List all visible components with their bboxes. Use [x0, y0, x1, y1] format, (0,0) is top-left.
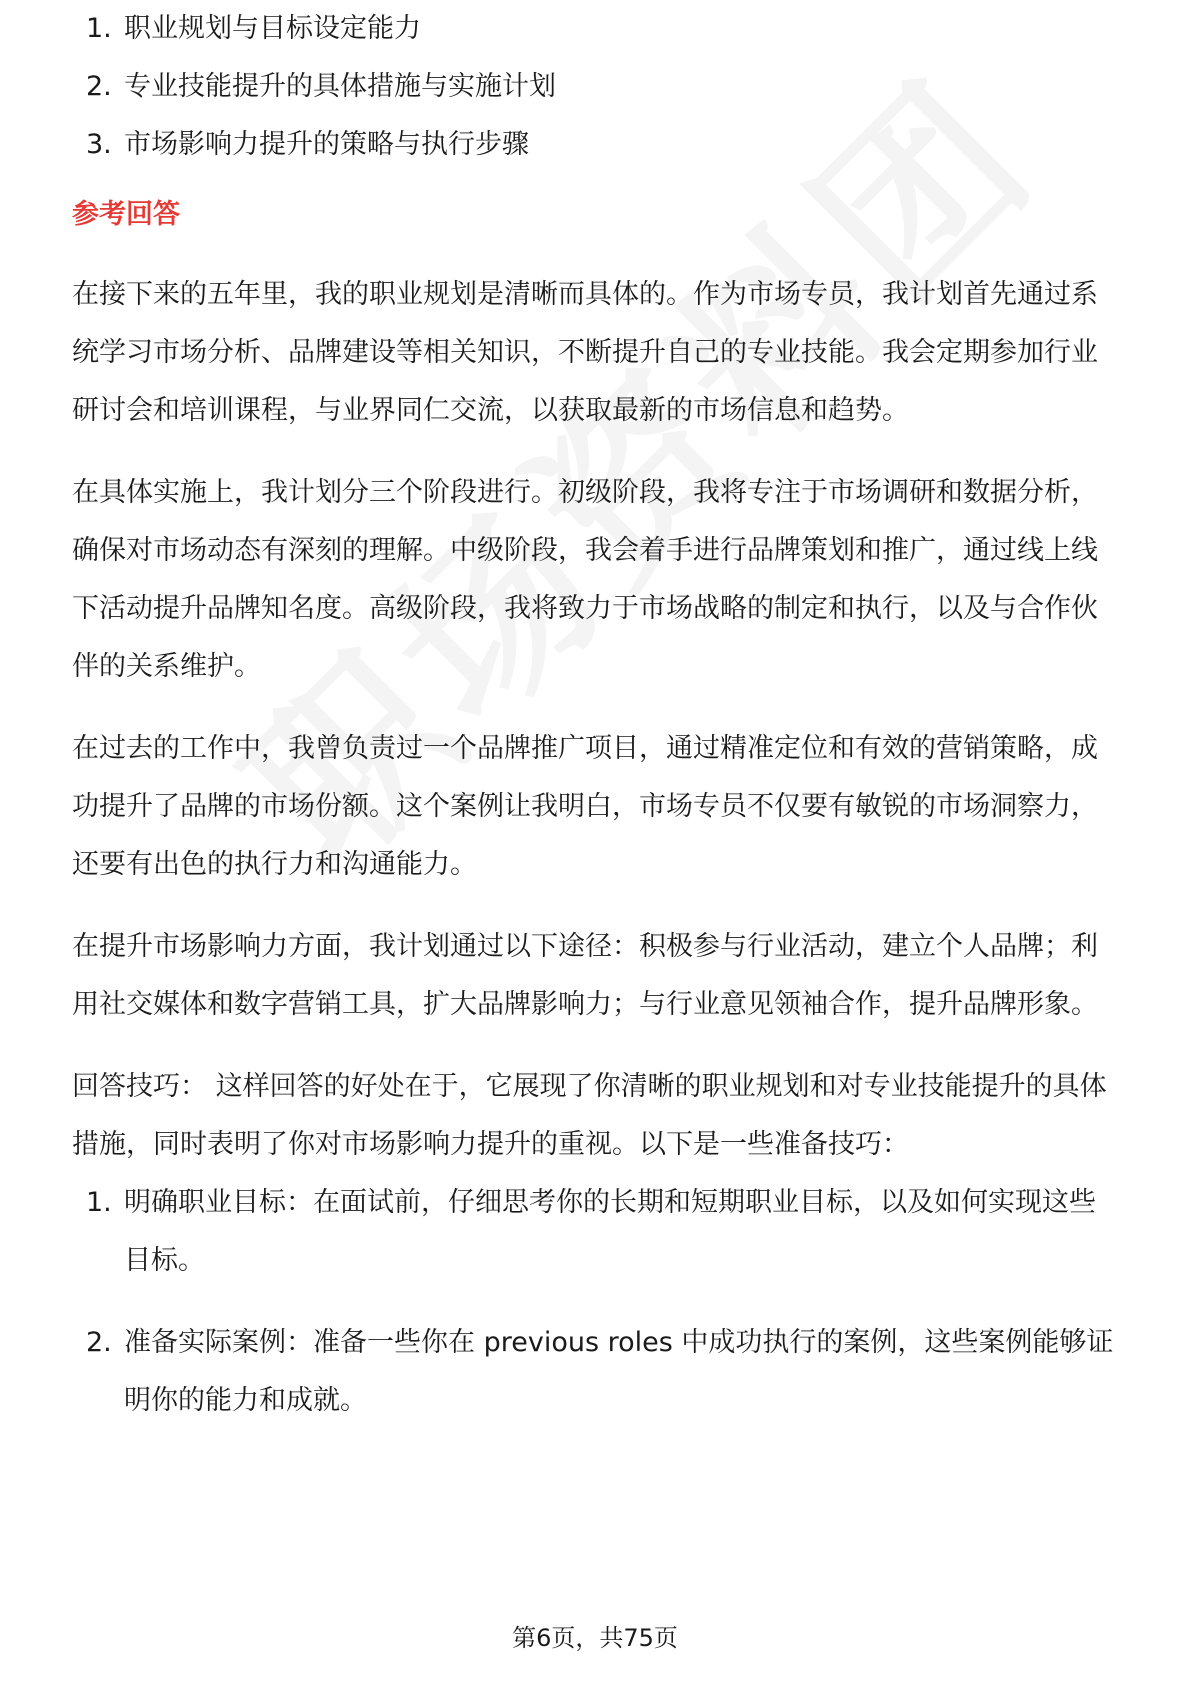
list-text: 市场影响力提升的策略与执行步骤 [124, 129, 529, 160]
list-number: 1. [86, 13, 112, 44]
list-text: 职业规划与目标设定能力 [124, 13, 421, 44]
list-number: 3. [86, 129, 112, 160]
reference-answer-heading: 参考回答 [72, 199, 180, 230]
answer-paragraph: 在提升市场影响力方面，我计划通过以下途径：积极参与行业活动，建立个人品牌；利用社交媒体和数字营销工具，扩大品牌影响力；与行业意见领袖合作，提升品牌形象。 [72, 931, 1098, 1020]
list-item [72, 58, 1122, 116]
list-text: 专业技能提升的具体措施与实施计划 [124, 71, 556, 102]
list-number: 2. [86, 71, 112, 102]
list-text: 准备实际案例：准备一些你在 previous roles 中成功执行的案例，这些案例能够证明你的能力和成就。 [124, 1327, 1114, 1416]
list-item [72, 1314, 1122, 1430]
list-text: 明确职业目标：在面试前，仔细思考你的长期和短期职业目标，以及如何实现这些目标。 [124, 1187, 1096, 1276]
list-item [72, 116, 1122, 174]
list-item [72, 0, 1122, 58]
tips-list [72, 1174, 1122, 1430]
answer-paragraph: 在过去的工作中，我曾负责过一个品牌推广项目，通过精准定位和有效的营销策略，成功提升了品牌的市场份额。这个案例让我明白，市场专员不仅要有敏锐的市场洞察力，还要有出色的执行力和沟通能力。 [72, 733, 1098, 880]
page-footer: 第6页，共75页 [512, 1624, 678, 1652]
document-page [72, 0, 1122, 1430]
answer-paragraph: 在接下来的五年里，我的职业规划是清晰而具体的。作为市场专员，我计划首先通过系统学习市场分析、品牌建设等相关知识，不断提升自己的专业技能。我会定期参加行业研讨会和培训课程，与业界同仁交流，以获取最新的市场信息和趋势。 [72, 279, 1098, 426]
answer-tips-paragraph: 回答技巧： 这样回答的好处在于，它展现了你清晰的职业规划和对专业技能提升的具体措施，同时表明了你对市场影响力提升的重视。以下是一些准备技巧： [72, 1071, 1107, 1160]
answer-paragraph: 在具体实施上，我计划分三个阶段进行。初级阶段，我将专注于市场调研和数据分析，确保对市场动态有深刻的理解。中级阶段，我会着手进行品牌策划和推广，通过线上线下活动提升品牌知名度。高级阶段，我将致力于市场战略的制定和执行，以及与合作伙伴的关系维护。 [72, 477, 1098, 682]
list-item [72, 1174, 1122, 1290]
question-points-list [72, 0, 1122, 174]
list-number: 1. [86, 1187, 112, 1218]
list-number: 2. [86, 1327, 112, 1358]
